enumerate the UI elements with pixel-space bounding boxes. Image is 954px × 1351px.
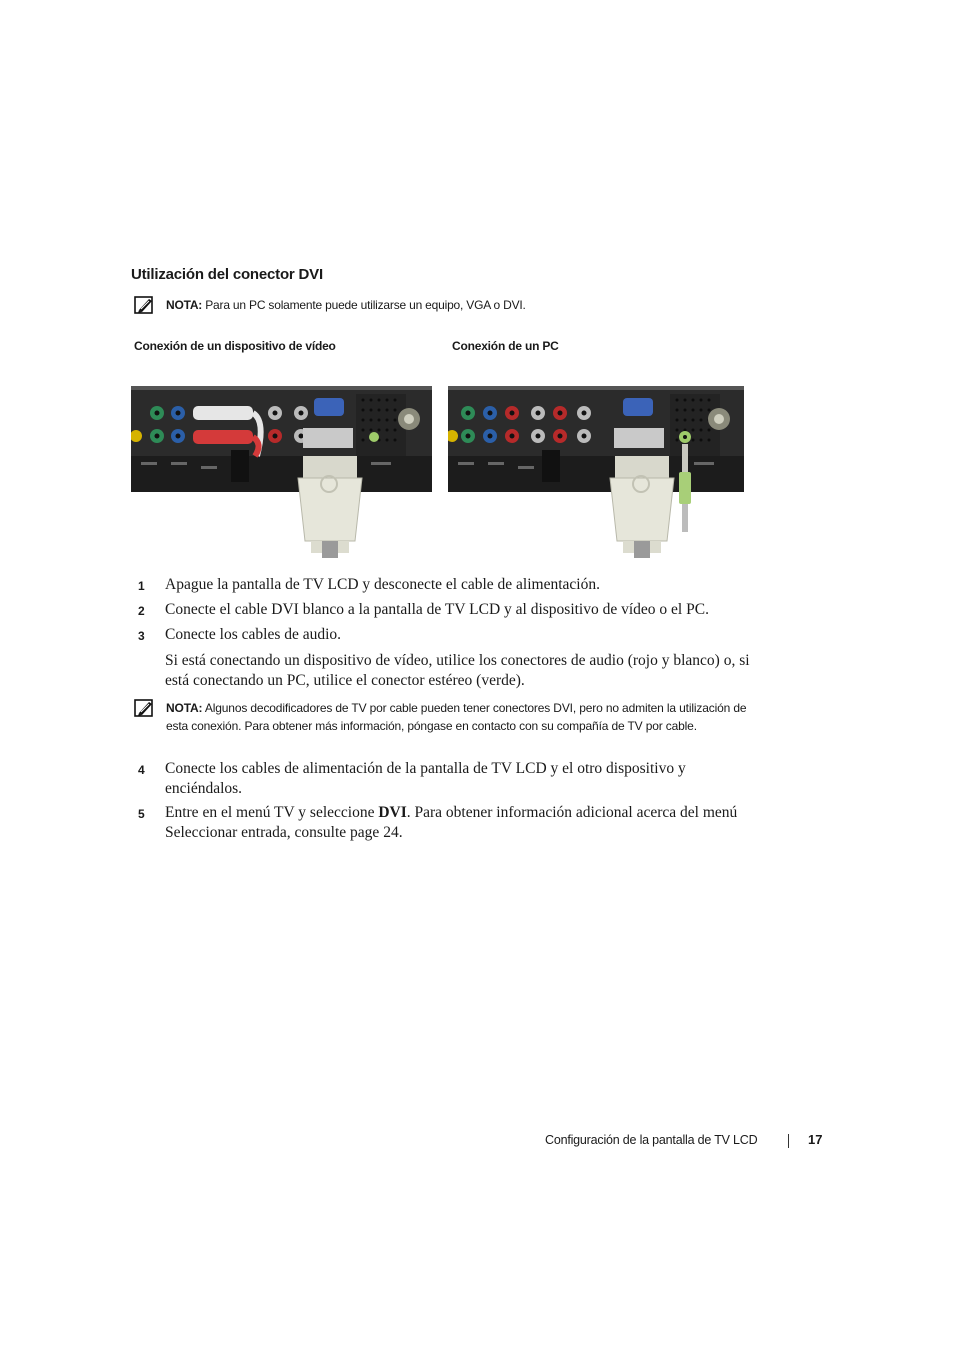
figure-caption-video: Conexión de un dispositivo de vídeo: [134, 339, 336, 353]
footer-separator: [788, 1134, 789, 1148]
section-title: Utilización del conector DVI: [131, 266, 323, 283]
step-5-text-start: Entre en el menú TV y seleccione: [165, 804, 379, 821]
step-number: 2: [138, 604, 145, 618]
note-text: Algunos decodificadores de TV por cable pueden tener conectores DVI, pero no admiten la utilización de esta conexión. Para obtener más información, póngase en contacto con su compañía de TV por cable.: [166, 701, 747, 733]
note-pencil-icon: [134, 296, 154, 314]
photo-pc-connection: [448, 386, 744, 558]
step-number: 3: [138, 629, 145, 643]
note-text: Para un PC solamente puede utilizarse un equipo, VGA o DVI.: [205, 298, 526, 312]
figure-caption-pc: Conexión de un PC: [452, 339, 559, 353]
step-5-dvi-term: DVI: [378, 804, 407, 821]
footer-section-title: Configuración de la pantalla de TV LCD: [545, 1133, 758, 1147]
note-label: NOTA:: [166, 298, 203, 312]
step-text: [165, 803, 765, 843]
photo-video-device-connection: [131, 386, 432, 558]
step-5-text-end: . Para obtener información adicional acerca del menú Seleccionar entrada, consulte page 24.: [165, 804, 738, 841]
step-text: Apague la pantalla de TV LCD y desconecte el cable de alimentación.: [165, 576, 600, 593]
step-number: 4: [138, 763, 145, 777]
step-text: Conecte los cables de alimentación de la pantalla de TV LCD y el otro dispositivo y enciéndalos.: [165, 760, 686, 797]
page-number: 17: [808, 1132, 823, 1147]
step-text: Conecte los cables de audio.: [165, 626, 342, 643]
note-pencil-icon: [134, 699, 154, 717]
step-3-paragraph: Si está conectando un dispositivo de vídeo, utilice los conectores de audio (rojo y blanco) o, si está conectando un PC, utilice el conector estéreo (verde).: [165, 652, 750, 689]
note-1: [166, 298, 526, 312]
step-number: 1: [138, 579, 145, 593]
step-text: Conecte el cable DVI blanco a la pantalla de TV LCD y al dispositivo de vídeo o el PC.: [165, 601, 709, 618]
note-2: [166, 700, 766, 735]
note-label: NOTA:: [166, 701, 203, 715]
step-number: 5: [138, 807, 145, 821]
